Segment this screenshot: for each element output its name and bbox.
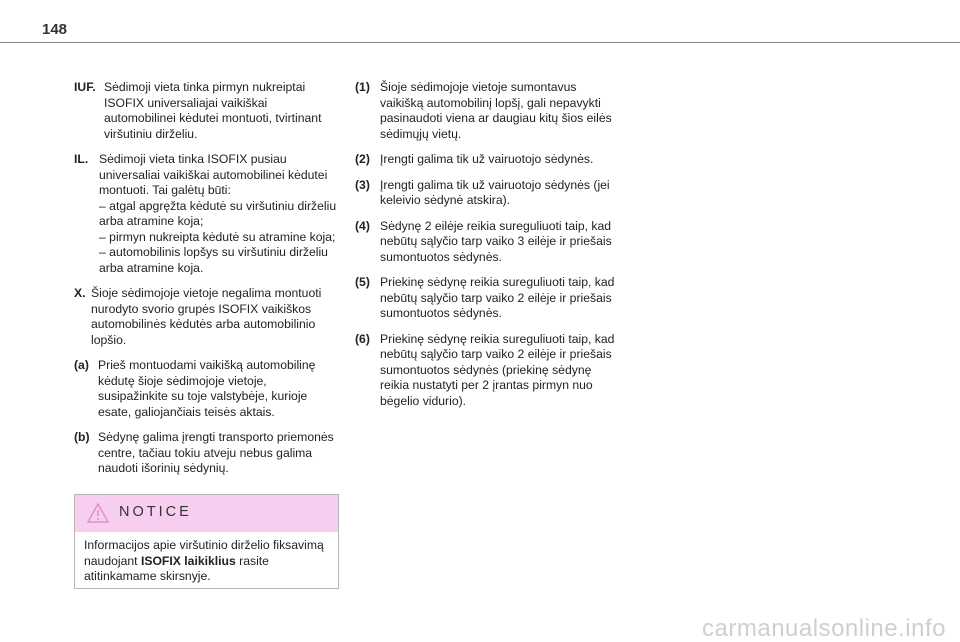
page-number: 148 — [42, 21, 68, 38]
item-line: ISOFIX universaliajai vaikiškai — [104, 95, 268, 110]
item-line: nurodyto svorio grupės ISOFIX vaikiškos — [91, 301, 312, 316]
list-item — [74, 152, 344, 276]
item-line: vaikišką automobilinį lopšį, gali nepavykti — [380, 95, 601, 110]
item-line: – pirmyn nukreipta kėdutė su atramine koja; — [99, 229, 336, 244]
item-key: IUF. — [74, 80, 96, 94]
left-column — [74, 80, 344, 487]
notice-text: rasite — [235, 553, 269, 568]
notice-box — [74, 494, 339, 589]
notice-bold-text: ISOFIX laikiklius — [140, 553, 236, 568]
notice-line: atitinkamame skirsnyje. — [84, 569, 211, 583]
list-item — [355, 332, 627, 410]
item-line: universaliai vaikiškai automobilinei kėdutei — [99, 167, 328, 182]
list-item — [355, 219, 627, 266]
item-line: Prieš montuodami vaikišką automobilinę — [98, 358, 316, 372]
item-line: bėgelio vidurio). — [380, 393, 467, 408]
item-line: arba atramine koja; — [99, 214, 204, 228]
list-item — [74, 430, 344, 477]
item-line: viršutiniu dirželiu. — [104, 126, 198, 141]
item-line: Priekinę sėdynę reikia sureguliuoti taip, kad — [380, 275, 615, 289]
item-line: nebūtų sąlyčio tarp vaiko 3 eilėje ir priešais — [380, 234, 612, 248]
item-line: kėdutę šioje sėdimojoje vietoje, — [98, 373, 267, 388]
item-key: X. — [74, 286, 86, 300]
list-item — [74, 286, 344, 348]
item-line: sėdimųjų vietų. — [380, 126, 462, 141]
item-key: (4) — [355, 218, 370, 233]
list-item — [74, 358, 344, 420]
item-line: esate, galiojančiais teisės aktais. — [98, 404, 275, 419]
notice-body — [75, 532, 338, 585]
item-body — [380, 275, 627, 322]
item-line: lopšio. — [91, 332, 127, 347]
item-body — [99, 152, 344, 276]
item-line: sumontuotos sėdynės. — [380, 249, 502, 264]
item-line: sumontuotos sėdynės (priekinę sėdynę — [380, 362, 592, 377]
item-line: susipažinkite su toje valstybėje, kurioje — [98, 389, 308, 403]
item-line: pasinaudoti viena ar daugiau kitų šios eilės — [380, 111, 612, 125]
item-body — [104, 80, 344, 142]
item-line: nebūtų sąlyčio tarp vaiko 2 eilėje ir priešais — [380, 290, 612, 305]
item-line: automobilinei kėdutei montuoti, tvirtinant — [104, 111, 322, 125]
item-key: IL. — [74, 152, 89, 166]
item-key: (1) — [355, 80, 370, 94]
item-line: arba atramine koja. — [99, 260, 204, 275]
item-key: (6) — [355, 331, 370, 346]
item-line: Sėdynę galima įrengti transporto priemonės — [98, 430, 334, 444]
item-body — [380, 80, 627, 142]
list-item — [74, 80, 344, 142]
item-key: (5) — [355, 275, 370, 289]
item-line: Įrengti galima tik už vairuotojo sėdynės. — [380, 152, 594, 166]
item-line: centre, tačiau tokiu atveju nebus galima — [98, 445, 313, 460]
item-line: Sėdynę 2 eilėje reikia sureguliuoti taip, kad — [380, 218, 612, 233]
header-divider — [0, 42, 960, 43]
item-line: naudoti išorinių sėdynių. — [98, 461, 229, 475]
list-item — [355, 275, 627, 322]
item-body — [380, 178, 627, 209]
notice-line — [84, 554, 329, 570]
right-column — [355, 80, 627, 419]
item-line: Šioje sėdimojoje vietoje negalima montuoti — [91, 286, 322, 300]
item-body — [91, 286, 344, 348]
list-item — [355, 152, 627, 168]
item-body — [380, 219, 627, 266]
warning-icon — [87, 503, 109, 523]
item-line: Sėdimoji vieta tinka pirmyn nukreiptai — [104, 80, 306, 94]
item-body — [380, 152, 627, 168]
notice-line: Informacijos apie viršutinio dirželio fiksavimą — [84, 538, 324, 552]
item-line: Priekinę sėdynę reikia sureguliuoti taip, kad — [380, 331, 615, 346]
list-item — [355, 80, 627, 142]
item-line: – automobilinis lopšys su viršutiniu dirželiu — [99, 245, 328, 259]
item-line: montuoti. Tai galėtų būti: — [99, 183, 231, 197]
item-line: Įrengti galima tik už vairuotojo sėdynės (jei — [380, 177, 610, 192]
item-key: (3) — [355, 177, 370, 192]
notice-header — [75, 495, 338, 532]
item-body — [98, 358, 344, 420]
list-item — [355, 178, 627, 209]
item-line: Šioje sėdimojoje vietoje sumontavus — [380, 80, 577, 94]
item-key: (a) — [74, 358, 89, 372]
watermark: carmanualsonline.info — [702, 614, 946, 642]
notice-text: naudojant — [84, 553, 141, 568]
item-line: sumontuotos sėdynės. — [380, 306, 502, 320]
notice-title: NOTICE — [119, 504, 192, 520]
item-key: (2) — [355, 152, 370, 166]
item-key: (b) — [74, 430, 90, 444]
item-body — [380, 332, 627, 410]
item-line: nebūtų sąlyčio tarp vaiko 2 eilėje ir priešais — [380, 347, 612, 361]
item-line: Sėdimoji vieta tinka ISOFIX pusiau — [99, 152, 287, 166]
item-line: reikia nustatyti per 2 įrantas pirmyn nuo — [380, 378, 593, 392]
item-body — [98, 430, 344, 477]
item-line: automobilinės kėdutės arba automobilinio — [91, 317, 316, 331]
item-line: keleivio sėdynė atskira). — [380, 193, 511, 207]
item-line: – atgal apgręžta kėdutė su viršutiniu dirželiu — [99, 198, 337, 213]
